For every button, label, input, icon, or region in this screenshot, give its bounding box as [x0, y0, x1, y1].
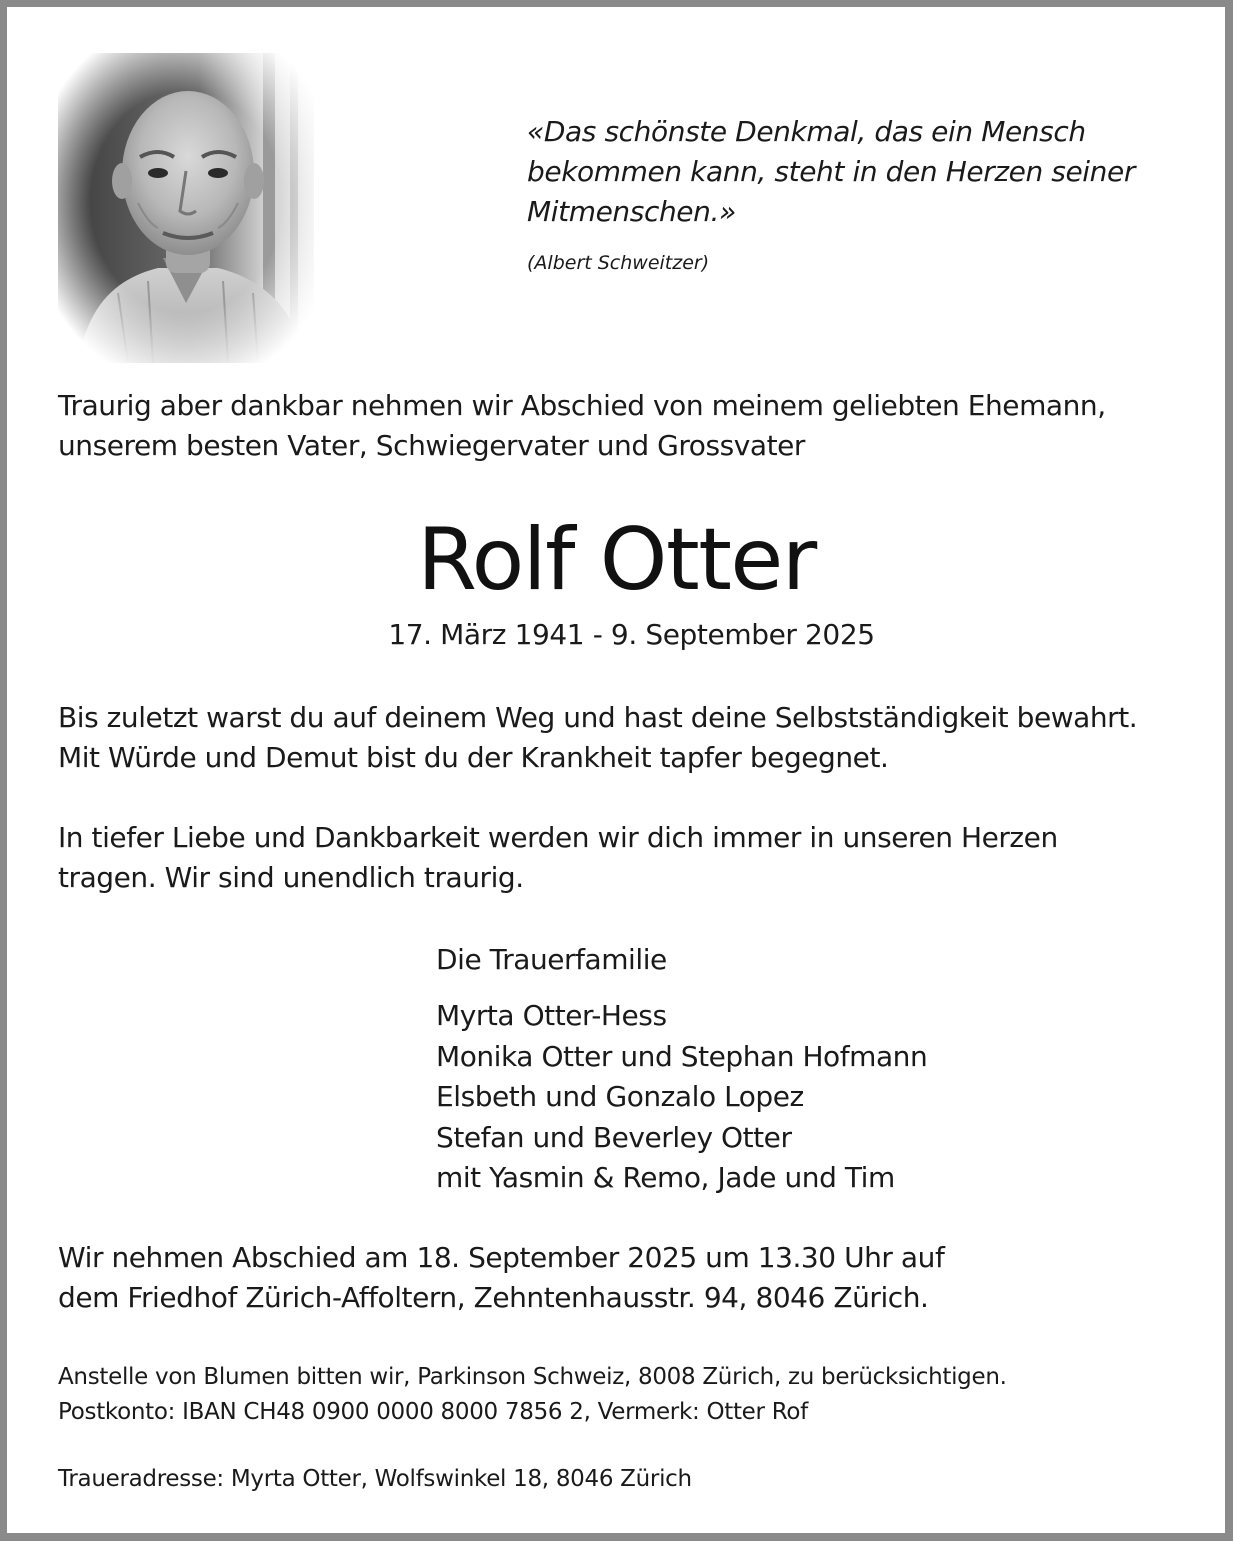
body-line: Bis zuletzt warst du auf deinem Weg und hast deine Selbstständigkeit bewahrt. — [58, 701, 1138, 734]
ceremony-line: dem Friedhof Zürich-Affoltern, Zehntenhausstr. 94, 8046 Zürich. — [58, 1281, 929, 1314]
body-line: In tiefer Liebe und Dankbarkeit werden wir dich immer in unseren Herzen — [58, 821, 1058, 854]
portrait-illustration — [58, 53, 314, 363]
life-dates: 17. März 1941 - 9. September 2025 — [388, 618, 875, 651]
family-member: Stefan und Beverley Otter — [436, 1120, 792, 1154]
body-line: Mit Würde und Demut bist du der Krankheit tapfer begegnet. — [58, 741, 889, 774]
ceremony-line: Wir nehmen Abschied am 18. September 2025 um 13.30 Uhr auf — [58, 1241, 945, 1274]
intro-text — [58, 386, 1106, 466]
body-paragraph-1 — [58, 698, 1137, 778]
donation-info — [58, 1360, 1007, 1430]
quote-author: (Albert Schweitzer) — [527, 252, 710, 274]
quote-line: «Das schönste Denkmal, das ein Mensch — [527, 115, 1086, 148]
family-heading: Die Trauerfamilie — [436, 943, 667, 976]
quote — [527, 112, 1207, 232]
intro-line: unserem besten Vater, Schwiegervater und Grossvater — [58, 429, 805, 462]
family-member: Monika Otter und Stephan Hofmann — [436, 1039, 928, 1073]
family-member: mit Yasmin & Remo, Jade und Tim — [436, 1161, 895, 1194]
family-member: Myrta Otter-Hess — [436, 999, 667, 1032]
ceremony-info — [58, 1238, 944, 1318]
family-member: Elsbeth und Gonzalo Lopez — [436, 1080, 804, 1113]
mourning-address: Traueradresse: Myrta Otter, Wolfswinkel 18, 8046 Zürich — [58, 1466, 692, 1492]
body-paragraph-2 — [58, 818, 1058, 898]
donation-line: Anstelle von Blumen bitten wir, Parkinson Schweiz, 8008 Zürich, zu berücksichtigen. — [58, 1364, 1007, 1390]
quote-line: bekommen kann, steht in den Herzen seiner — [527, 155, 1135, 188]
body-line: tragen. Wir sind unendlich traurig. — [58, 861, 524, 894]
donation-line: Postkonto: IBAN CH48 0900 0000 8000 7856 2, Vermerk: Otter Rof — [58, 1399, 808, 1425]
deceased-name: Rolf Otter — [417, 510, 816, 610]
intro-line: Traurig aber dankbar nehmen wir Abschied von meinem geliebten Ehemann, — [58, 389, 1106, 422]
quote-line: Mitmenschen.» — [527, 195, 736, 228]
family-members — [436, 996, 927, 1199]
portrait-photo — [58, 53, 314, 363]
